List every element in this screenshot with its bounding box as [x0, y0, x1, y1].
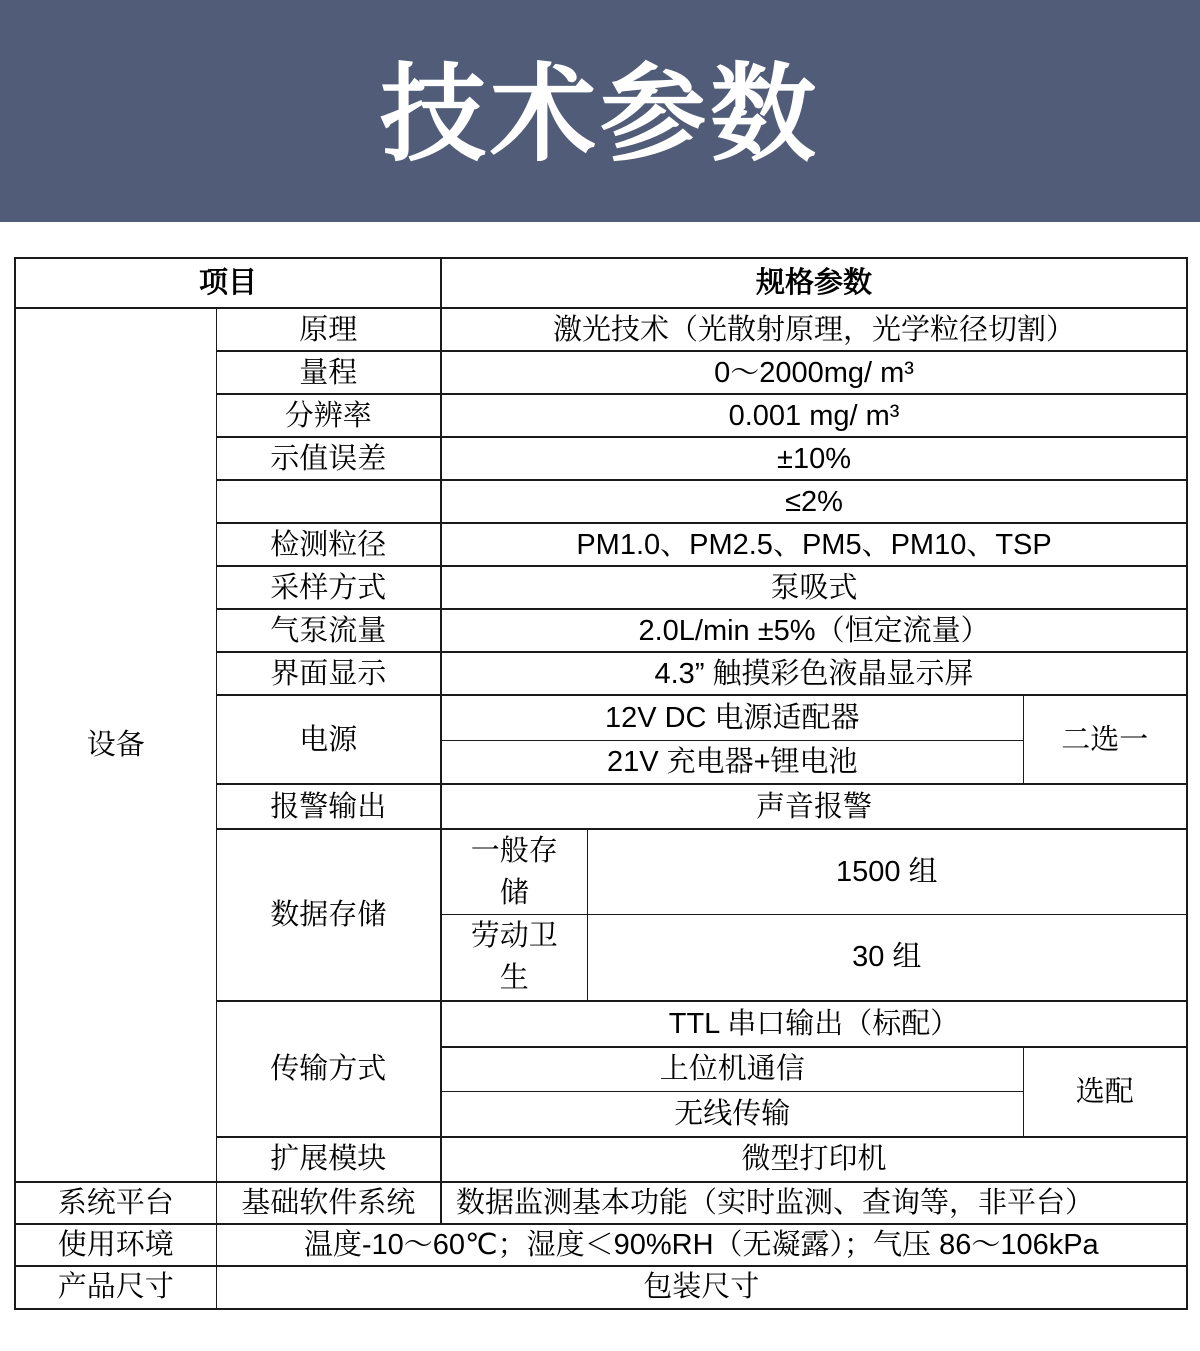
power-option2-cell: 21V 充电器+锂电池: [441, 740, 1023, 784]
power-label-cell: 电源: [216, 695, 441, 784]
power-note-cell: 二选一: [1023, 695, 1187, 784]
header-spec-cell: 规格参数: [441, 258, 1187, 308]
resolution-label-cell: 分辨率: [216, 394, 441, 437]
platform-value-cell: 数据监测基本功能（实时监测、查询等，非平台）: [441, 1182, 1187, 1224]
row-principle: [15, 308, 1187, 351]
row-dimensions: [15, 1266, 1187, 1309]
header-item-cell: 项目: [15, 258, 441, 308]
range-value-cell: 0～2000mg/ m³: [441, 351, 1187, 394]
error-value-cell: ±10%: [441, 437, 1187, 480]
environment-value-cell: 温度-10～60℃；湿度＜90%RH（无凝露）；气压 86～106kPa: [216, 1224, 1187, 1266]
particle-value-cell: PM1.0、PM2.5、PM5、PM10、TSP: [441, 523, 1187, 566]
particle-label-cell: 检测粒径: [216, 523, 441, 566]
title-banner: [0, 0, 1200, 222]
expansion-label-cell: 扩展模块: [216, 1137, 441, 1182]
table-header-row: [15, 258, 1187, 308]
dimensions-value-cell: 包装尺寸: [216, 1266, 1187, 1309]
spec-table-container: [14, 257, 1186, 1310]
display-value-cell: 4.3” 触摸彩色液晶显示屏: [441, 652, 1187, 695]
transmission-standard-cell: TTL 串口输出（标配）: [441, 1001, 1187, 1047]
error-label-cell: 示值误差: [216, 437, 441, 480]
principle-value-cell: 激光技术（光散射原理，光学粒径切割）: [441, 308, 1187, 351]
platform-label-cell: 系统平台: [15, 1182, 216, 1224]
row-environment: [15, 1224, 1187, 1266]
power-option1-cell: 12V DC 电源适配器: [441, 695, 1023, 740]
storage-hygiene-value-cell: 30 组: [587, 915, 1187, 1001]
dimensions-label-cell: 产品尺寸: [15, 1266, 216, 1309]
spec-table: [14, 257, 1188, 1310]
transmission-note-cell: 选配: [1023, 1047, 1187, 1137]
page-title: 技术参数: [380, 56, 820, 174]
alarm-label-cell: 报警输出: [216, 784, 441, 829]
storage-general-value-cell: 1500 组: [587, 829, 1187, 915]
sampling-label-cell: 采样方式: [216, 566, 441, 609]
display-label-cell: 界面显示: [216, 652, 441, 695]
principle-label-cell: 原理: [216, 308, 441, 351]
storage-general-label-cell: 一般存储: [441, 829, 587, 915]
transmission-option1-cell: 上位机通信: [441, 1047, 1023, 1092]
repeatability-label-cell: [216, 480, 441, 523]
environment-label-cell: 使用环境: [15, 1224, 216, 1266]
resolution-value-cell: 0.001 mg/ m³: [441, 394, 1187, 437]
storage-label-cell: 数据存储: [216, 829, 441, 1001]
platform-sub-label-cell: 基础软件系统: [216, 1182, 441, 1224]
device-group-cell: 设备: [15, 308, 216, 1182]
row-platform: [15, 1182, 1187, 1224]
pump-flow-value-cell: 2.0L/min ±5%（恒定流量）: [441, 609, 1187, 652]
range-label-cell: 量程: [216, 351, 441, 394]
expansion-value-cell: 微型打印机: [441, 1137, 1187, 1182]
transmission-option2-cell: 无线传输: [441, 1092, 1023, 1137]
sampling-value-cell: 泵吸式: [441, 566, 1187, 609]
storage-hygiene-label-cell: 劳动卫生: [441, 915, 587, 1001]
transmission-label-cell: 传输方式: [216, 1001, 441, 1137]
pump-flow-label-cell: 气泵流量: [216, 609, 441, 652]
repeatability-value-cell: ≤2%: [441, 480, 1187, 523]
alarm-value-cell: 声音报警: [441, 784, 1187, 829]
